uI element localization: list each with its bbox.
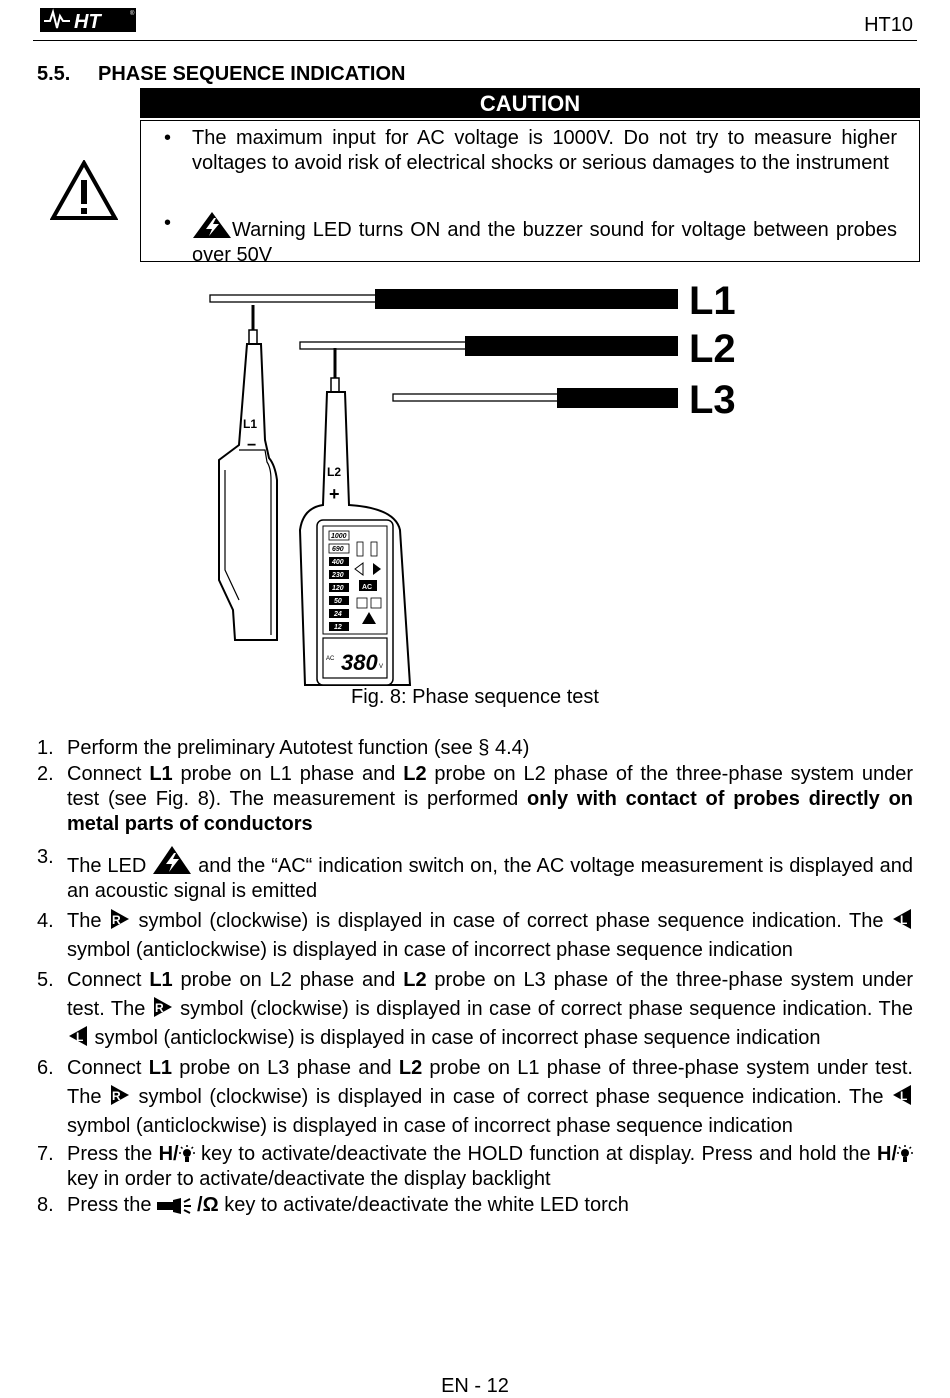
section-title: PHASE SEQUENCE INDICATION — [98, 63, 406, 85]
scale-12: 12 — [334, 624, 342, 631]
lcd-prefix: AC — [326, 656, 335, 662]
probe-l1 — [219, 305, 277, 640]
section-number: 5.5. — [37, 63, 71, 85]
svg-text:®: ® — [130, 11, 135, 17]
caution-bullet-1: • The maximum input for AC voltage is 1000V. Do not try to measure higher voltages to avoid risk of electrical shocks or serious damages to the instrument — [164, 127, 897, 174]
svg-text:R: R — [154, 1001, 164, 1015]
procedure-steps — [37, 736, 913, 1218]
torch-icon — [357, 542, 363, 556]
scale-400: 400 — [332, 559, 344, 566]
conductor-l1 — [210, 289, 678, 309]
svg-text:R: R — [112, 913, 121, 927]
scale-690: 690 — [332, 546, 344, 553]
scale-50: 50 — [334, 598, 342, 605]
phase-sequence-figure — [205, 280, 750, 690]
warning-triangle-icon — [50, 160, 118, 222]
caution-bullet-2: • Warning LED turns ON and the buzzer sound for voltage between probes over 50V — [164, 212, 897, 266]
warning-led-icon — [192, 211, 232, 239]
conductor-l3 — [393, 388, 678, 408]
warning-led-icon — [152, 845, 192, 875]
conductor-l2 — [300, 336, 678, 356]
scale-120: 120 — [332, 585, 344, 592]
svg-text:L: L — [900, 913, 908, 927]
caution-bullet-1-text: The maximum input for AC voltage is 1000V. Do not try to measure higher voltages to avoid risk of electrical shocks or serious damages to the instrument — [192, 127, 897, 174]
scale-1000: 1000 — [331, 533, 347, 540]
clockwise-icon — [152, 996, 174, 1018]
brand-text: HT — [74, 11, 101, 33]
torch-icon — [157, 1198, 197, 1214]
page-number: EN - 12 — [441, 1375, 509, 1397]
header-rule — [33, 40, 917, 41]
plus-indicator-icon — [357, 598, 367, 608]
scale-230: 230 — [332, 572, 344, 579]
step-5: 5. Connect L1 probe on L2 phase and L2 probe on L3 phase of the three-phase system under test. The R symbol (clockwise) is displayed in case of correct phase sequence indication. The L symbol (anticlockwise) is displayed in case of incorrect phase sequence indication — [37, 969, 913, 1049]
backlight-icon — [897, 1145, 913, 1163]
step-8: 8. Press the /Ω key to activate/deactivate the white LED torch — [37, 1194, 629, 1216]
step-2: 2. Connect L1 probe on L1 phase and L2 probe on L2 phase of the three-phase system under test (see Fig. 8). The measurement is performed only with contact of probes directly on metal parts of conductors — [37, 763, 914, 835]
caution-heading: CAUTION — [140, 88, 920, 118]
phase-label-l3: L3 — [689, 378, 736, 422]
step-7: 7. Press the H/ key to activate/deactivate the HOLD function at display. Press and hold the H/ key in order to activate/deactivate the display backlight — [37, 1142, 913, 1192]
lcd-unit: V — [379, 664, 384, 670]
clockwise-icon — [109, 1084, 131, 1106]
lcd-value: 380 — [341, 650, 378, 675]
phase-label-l2: L2 — [689, 327, 736, 371]
probe2-sign: + — [329, 484, 340, 504]
anticlockwise-icon — [67, 1025, 89, 1047]
scale-24: 24 — [334, 611, 342, 618]
clockwise-icon — [109, 908, 131, 930]
backlight-icon — [179, 1145, 195, 1163]
probe1-label: L1 — [243, 417, 258, 431]
model-name: HT10 — [864, 14, 913, 36]
step-3: 3. The LED and the “AC“ indication switch on, the AC voltage measurement is displayed and an acoustic signal is emitted — [37, 846, 914, 902]
backlight-icon — [371, 542, 377, 556]
step-6: 6. Connect L1 probe on L3 phase and L2 probe on L1 phase of three-phase system under test. The R symbol (clockwise) is displayed in case of correct phase sequence indication. The L symbol (anticlockwise) is displayed in case of incorrect phase sequence indication — [37, 1057, 913, 1137]
step-4: 4. The R symbol (clockwise) is displayed in case of correct phase sequence indication. The L symbol (anticlockwise) is displayed in case of incorrect phase sequence indication — [37, 907, 913, 965]
probe1-sign: − — [247, 437, 257, 454]
ac-indicator: AC — [362, 584, 373, 591]
figure-caption: Fig. 8: Phase sequence test — [351, 686, 599, 708]
svg-text:R: R — [112, 1089, 121, 1103]
svg-text:L: L — [76, 1030, 84, 1044]
anticlockwise-icon — [891, 1084, 913, 1106]
caution-bullet-2-text: Warning LED turns ON and the buzzer sound for voltage between probes over 50V — [192, 219, 897, 266]
phase-label-l1: L1 — [689, 280, 736, 323]
minus-indicator-icon — [371, 598, 381, 608]
anticlockwise-icon — [891, 908, 913, 930]
ht-logo — [40, 6, 140, 34]
section-heading — [37, 63, 405, 86]
probe2-label: L2 — [327, 465, 342, 479]
svg-text:L: L — [900, 1089, 908, 1103]
step-1: 1. Perform the preliminary Autotest function (see § 4.4) — [37, 737, 530, 759]
